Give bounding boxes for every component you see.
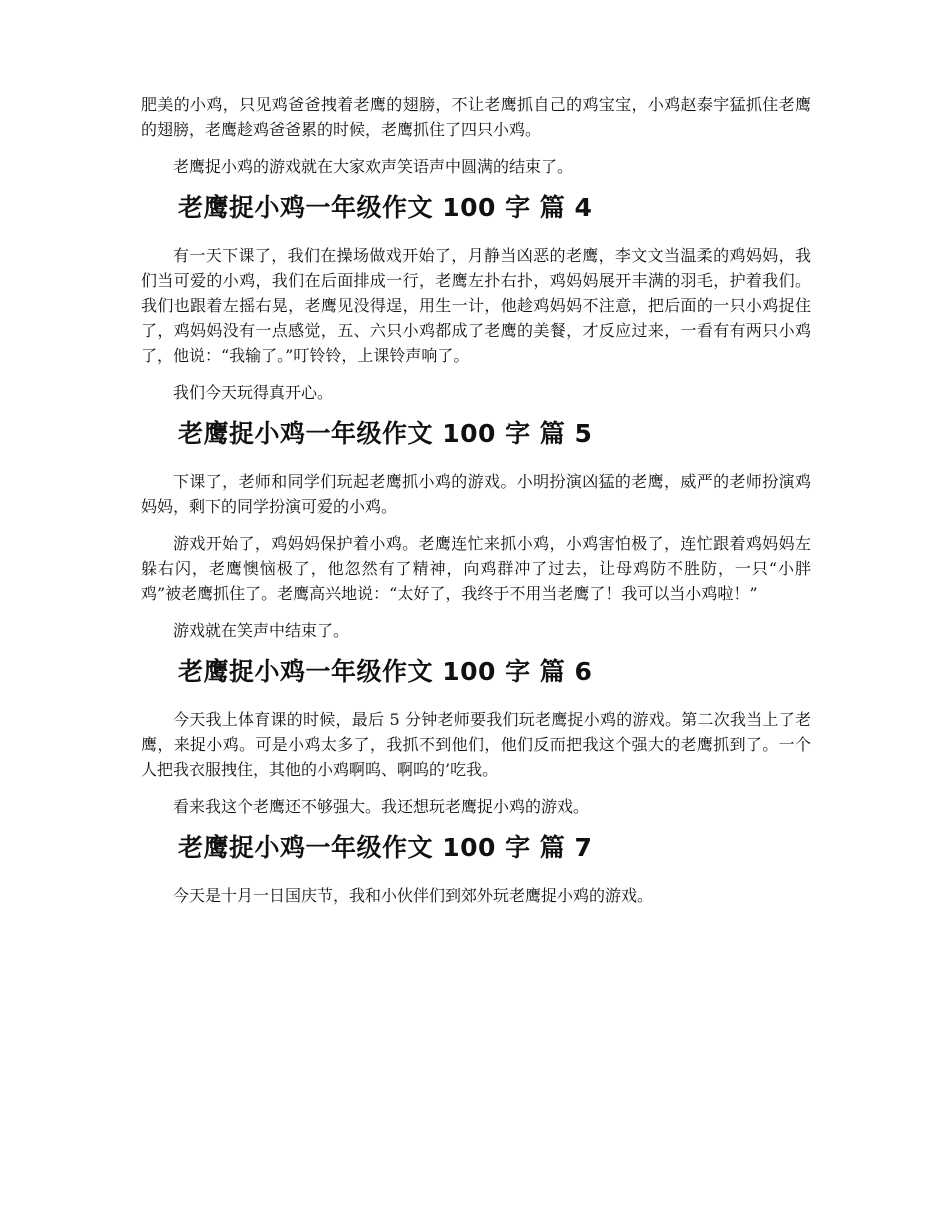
paragraph: 今天是十月一日国庆节，我和小伙伴们到郊外玩老鹰捉小鸡的游戏。 [173, 886, 654, 905]
paragraph: 老鹰捉小鸡的游戏就在大家欢声笑语声中圆满的结束了。 [173, 157, 574, 176]
section-heading: 老鹰捉小鸡一年级作文 100 字 篇 6 [178, 657, 593, 686]
document-body [141, 92, 811, 920]
paragraph: 肥美的小鸡，只见鸡爸爸拽着老鹰的翅膀，不让老鹰抓自己的鸡宝宝，小鸡赵泰宇猛抓住老鹰的翅膀，老鹰趁鸡爸爸累的时候，老鹰抓住了四只小鸡。 [141, 95, 811, 139]
paragraph: 我们今天玩得真开心。 [173, 383, 334, 402]
paragraph: 游戏就在笑声中结束了。 [173, 621, 350, 640]
section-heading: 老鹰捉小鸡一年级作文 100 字 篇 4 [178, 193, 593, 222]
paragraph: 有一天下课了，我们在操场做戏开始了，月静当凶恶的老鹰，李文文当温柔的鸡妈妈，我们当可爱的小鸡，我们在后面排成一行，老鹰左扑右扑，鸡妈妈展开丰满的羽毛，护着我们。我们也跟着左摇右晃，老鹰见没得逞，用生一计，他趁鸡妈妈不注意，把后面的一只小鸡捉住了，鸡妈妈没有一点感觉，五、六只小鸡都成了老鹰的美餐，才反应过来，一看有有两只小鸡了，他说：“我输了。”叮铃铃，上课铃声响了。 [141, 246, 811, 365]
section-heading: 老鹰捉小鸡一年级作文 100 字 篇 5 [178, 419, 593, 448]
paragraph: 今天我上体育课的时候，最后 5 分钟老师要我们玩老鹰捉小鸡的游戏。第二次我当上了老鹰，来捉小鸡。可是小鸡太多了，我抓不到他们，他们反而把我这个强大的老鹰抓到了。一个人把我衣服拽住，其他的小鸡啊呜、啊呜的’吃我。 [141, 710, 811, 779]
paragraph: 下课了，老师和同学们玩起老鹰抓小鸡的游戏。小明扮演凶猛的老鹰，威严的老师扮演鸡妈妈，剩下的同学扮演可爱的小鸡。 [141, 472, 811, 516]
paragraph: 看来我这个老鹰还不够强大。我还想玩老鹰捉小鸡的游戏。 [173, 797, 590, 816]
paragraph: 游戏开始了，鸡妈妈保护着小鸡。老鹰连忙来抓小鸡，小鸡害怕极了，连忙跟着鸡妈妈左躲右闪，老鹰懊恼极了，他忽然有了精神，向鸡群冲了过去，让母鸡防不胜防，一只“小胖鸡”被老鹰抓住了。老鹰高兴地说：“太好了，我终于不用当老鹰了！我可以当小鸡啦！” [141, 534, 811, 603]
section-heading: 老鹰捉小鸡一年级作文 100 字 篇 7 [178, 833, 593, 862]
